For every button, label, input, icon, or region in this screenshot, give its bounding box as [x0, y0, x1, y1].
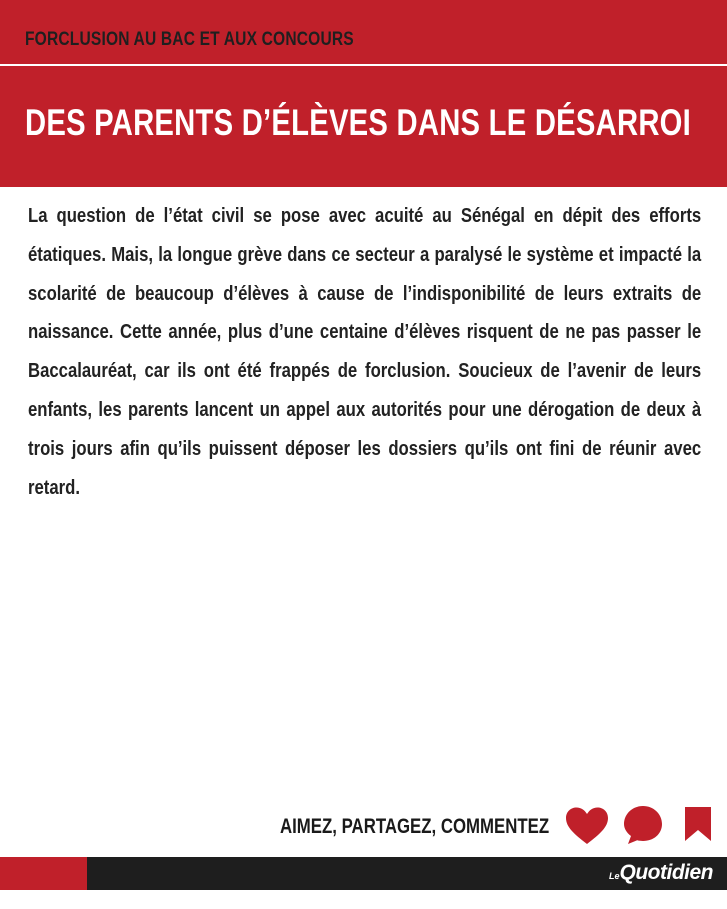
- bookmark-icon[interactable]: [683, 806, 713, 842]
- brand-name: Quotidien: [619, 861, 713, 884]
- headline: DES PARENTS D’ÉLÈVES DANS LE DÉSARROI: [25, 102, 692, 143]
- comment-icon[interactable]: [622, 804, 664, 846]
- heart-icon[interactable]: [564, 806, 610, 846]
- brand-prefix: Le: [608, 871, 620, 881]
- footer-accent: [0, 857, 87, 890]
- brand-logo: [609, 861, 713, 885]
- header-banner: [0, 0, 727, 187]
- article-body: La question de l’état civil se pose avec acuité au Sénégal en dépit des efforts étatiques. Mais, la longue grève dans ce secteur a paralysé le système et impacté la scolarité de beaucoup d’élèves à cause de l’indisponibilité de leurs extraits de naissance. Cette année, plus d’une centaine d’élèves risquent de ne pas passer le Baccalauréat, car ils ont été frappés de forclusion. Soucieux de l’avenir de leurs enfants, les parents lancent un appel aux autorités pour une dérogation de deux à trois jours afin qu’ils puissent déposer les dossiers qu’ils ont fini de réunir avec retard.: [28, 204, 702, 499]
- kicker-bar: [0, 20, 727, 66]
- engagement-label: AIMEZ, PARTAGEZ, COMMENTEZ: [280, 815, 550, 838]
- kicker: FORCLUSION AU BAC ET AUX CONCOURS: [25, 29, 354, 50]
- footer-bar: [0, 857, 727, 890]
- engagement-row: [0, 800, 727, 850]
